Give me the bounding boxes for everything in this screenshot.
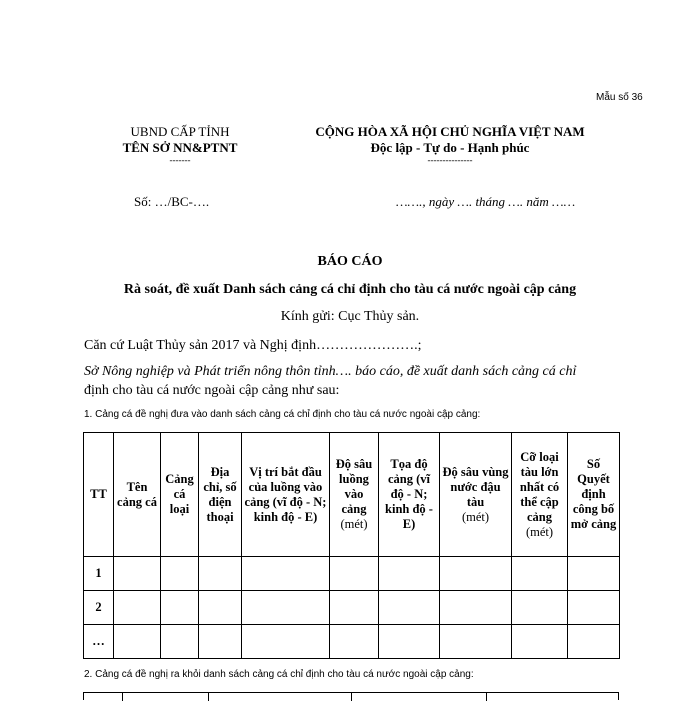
national-title: CỘNG HÒA XÃ HỘI CHỦ NGHĨA VIỆT NAM bbox=[315, 124, 585, 139]
national-rule: --------------- bbox=[427, 155, 473, 165]
header-max-vessel-size bbox=[512, 433, 568, 557]
doc-title: BÁO CÁO bbox=[317, 254, 383, 269]
table-cell bbox=[512, 557, 568, 591]
max-vessel-unit: (mét) bbox=[525, 524, 554, 539]
table-cell bbox=[330, 625, 379, 659]
table-row bbox=[84, 557, 620, 591]
table-cell bbox=[379, 591, 440, 625]
berth-depth-label: Độ sâu vùng nước đậu tàu bbox=[442, 464, 509, 509]
table-cell bbox=[440, 591, 512, 625]
table-cell bbox=[440, 557, 512, 591]
table-cell bbox=[512, 625, 568, 659]
header-tt: TT bbox=[84, 433, 114, 557]
header-port-name: Tên cảng cá bbox=[114, 433, 161, 557]
national-motto: Độc lập - Tự do - Hạnh phúc bbox=[370, 140, 530, 155]
intro-paragraph bbox=[84, 362, 644, 400]
issuer-block bbox=[100, 124, 260, 165]
issuer-line1: UBND CẤP TỈNH bbox=[130, 124, 230, 139]
legal-basis: Căn cứ Luật Thủy sản 2017 và Nghị định………………….; bbox=[84, 338, 422, 353]
channel-depth-unit: (mét) bbox=[340, 517, 368, 531]
max-vessel-label: Cỡ loại tàu lớn nhất có thể cập cảng bbox=[519, 449, 560, 524]
header-channel-start: Vị trí bắt đầu của luồng vào cảng (vĩ độ - N; kinh độ - E) bbox=[242, 433, 330, 557]
table-cell bbox=[242, 591, 330, 625]
table-cell bbox=[199, 625, 242, 659]
table-cell bbox=[114, 557, 161, 591]
table-cell bbox=[440, 625, 512, 659]
form-number: Mẫu số 36 bbox=[596, 92, 643, 103]
header-berth-depth bbox=[440, 433, 512, 557]
table-cell bbox=[379, 557, 440, 591]
table-cell bbox=[330, 591, 379, 625]
berth-depth-unit: (mét) bbox=[461, 509, 490, 524]
table-row bbox=[84, 625, 620, 659]
issuer-line2: TÊN SỞ NN&PTNT bbox=[122, 140, 238, 155]
table-cell bbox=[568, 591, 620, 625]
table-cell bbox=[568, 557, 620, 591]
intro-line-1: Sở Nông nghiệp và Phát triển nông thôn tỉnh…. báo cáo, đề xuất danh sách cảng cá chỉ bbox=[84, 364, 577, 379]
table-cell bbox=[242, 625, 330, 659]
table-cell bbox=[512, 591, 568, 625]
table-cell bbox=[161, 625, 199, 659]
table-cell bbox=[114, 591, 161, 625]
table-cell bbox=[114, 625, 161, 659]
table-cell bbox=[568, 625, 620, 659]
table-header-row bbox=[84, 433, 620, 557]
table-cell bbox=[161, 591, 199, 625]
header-port-class: Cảng cá loại bbox=[161, 433, 199, 557]
national-header bbox=[270, 124, 630, 165]
row-number: … bbox=[84, 625, 114, 659]
date-line: ……., ngày …. tháng …. năm …… bbox=[396, 194, 576, 209]
channel-depth-label: Độ sâu luồng vào cảng bbox=[335, 457, 373, 516]
table-cell bbox=[330, 557, 379, 591]
row-number: 1 bbox=[84, 557, 114, 591]
ref-number: Số: …/BC-…. bbox=[134, 194, 210, 209]
header-port-coordinates: Tọa độ cảng (vĩ độ - N; kinh độ - E) bbox=[379, 433, 440, 557]
issuer-rule: ------- bbox=[169, 155, 191, 165]
doc-subtitle: Rà soát, đề xuất Danh sách cảng cá chỉ định cho tàu cá nước ngoài cập cảng bbox=[123, 282, 577, 297]
table-row bbox=[84, 591, 620, 625]
section1-heading: 1. Cảng cá đề nghị đưa vào danh sách cảng cá chỉ định cho tàu cá nước ngoài cập cảng: bbox=[84, 409, 481, 420]
header-address-phone: Địa chỉ, số điện thoại bbox=[199, 433, 242, 557]
table-cell bbox=[199, 557, 242, 591]
section2-heading: 2. Cảng cá đề nghị ra khỏi danh sách cảng cá chỉ định cho tàu cá nước ngoài cập cảng: bbox=[84, 669, 474, 680]
table-cell bbox=[199, 591, 242, 625]
header-channel-depth bbox=[330, 433, 379, 557]
removal-table-edge bbox=[83, 692, 619, 700]
intro-line-2: định cho tàu cá nước ngoài cập cảng như sau: bbox=[84, 383, 340, 398]
row-number: 2 bbox=[84, 591, 114, 625]
table-cell bbox=[161, 557, 199, 591]
designated-ports-table bbox=[83, 432, 620, 659]
recipient: Kính gửi: Cục Thủy sản. bbox=[280, 309, 420, 324]
header-decision-number: Số Quyết định công bố mở cảng bbox=[568, 433, 620, 557]
table-cell bbox=[379, 625, 440, 659]
table-cell bbox=[242, 557, 330, 591]
